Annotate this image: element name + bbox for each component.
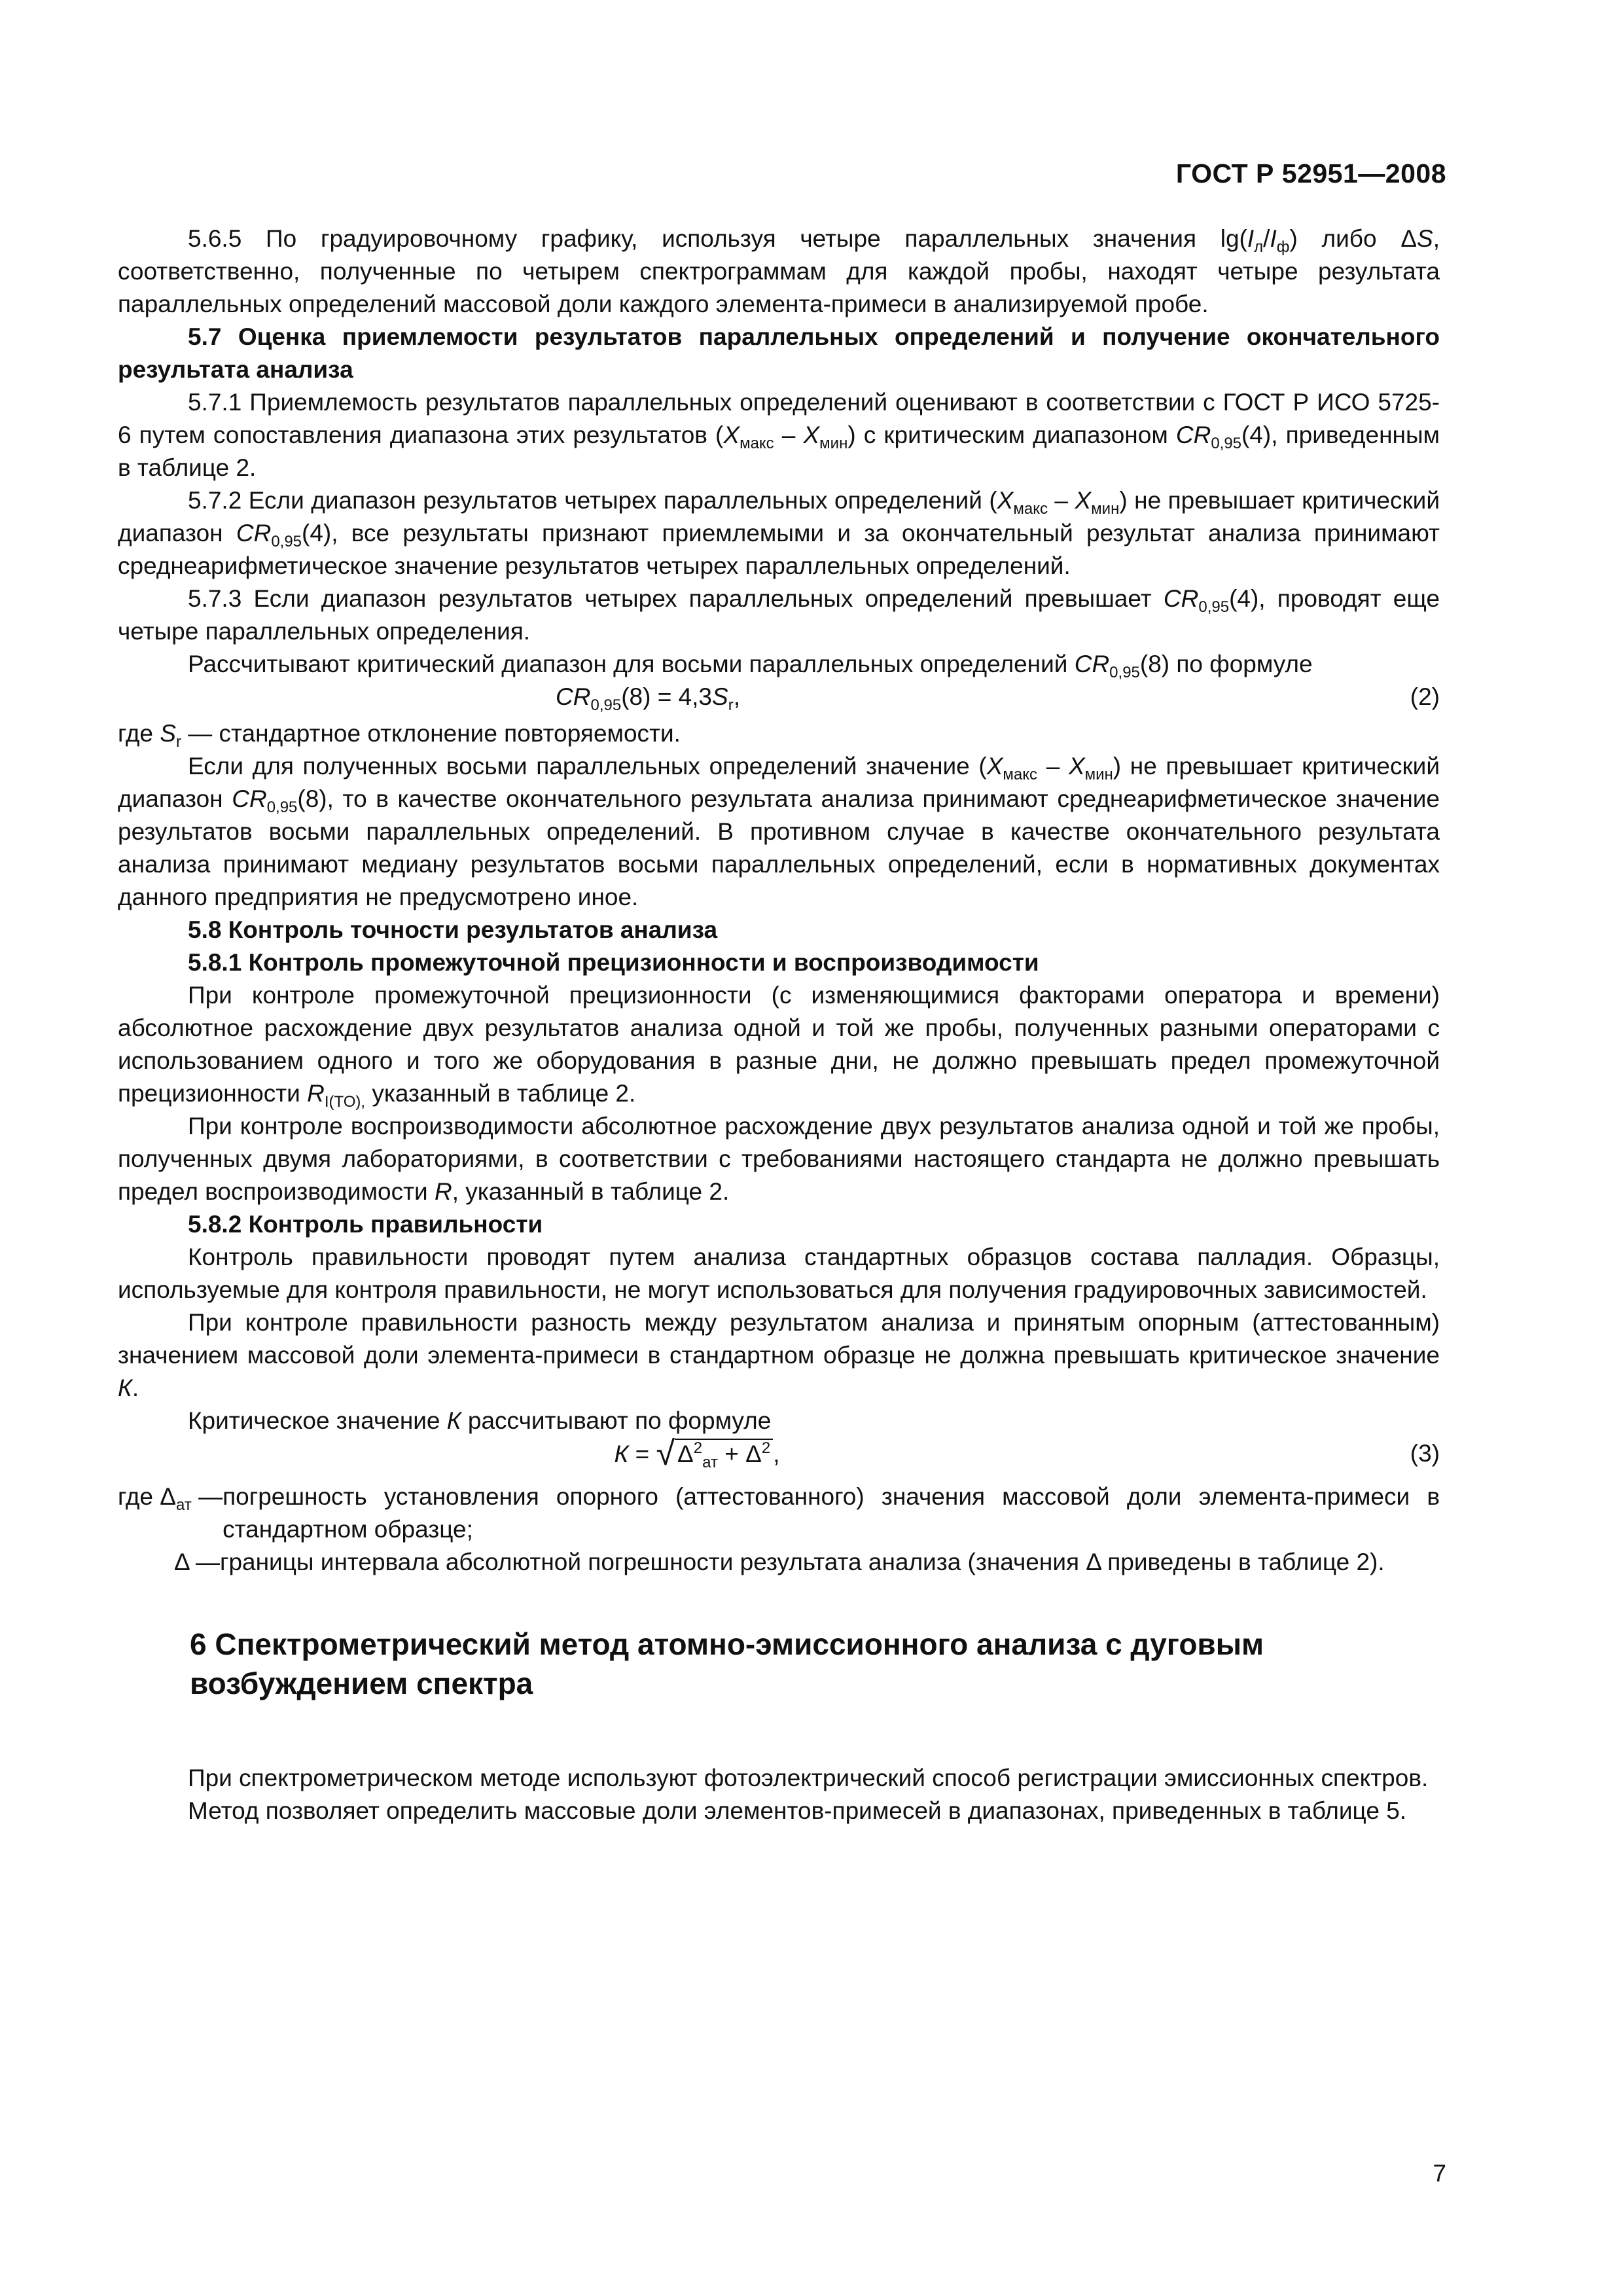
text-run: ) с критическим диапазоном — [847, 422, 1176, 448]
symbol-r: R — [435, 1178, 452, 1205]
symbol-cr: CR — [1175, 422, 1211, 448]
text-run: Критическое значение — [188, 1407, 447, 1434]
where-label — [118, 1480, 223, 1513]
subscript: ат — [702, 1454, 718, 1471]
subscript: мин — [1091, 500, 1120, 518]
section-5-8-heading: 5.8 Контроль точности результатов анализа — [188, 916, 718, 943]
superscript: 2 — [761, 1439, 771, 1457]
symbol-delta: Δ — [745, 1441, 762, 1467]
subscript: макс — [1003, 766, 1038, 783]
formula-3-number: (3) — [1410, 1440, 1440, 1467]
text-run: – — [774, 422, 804, 448]
text-run: – — [1047, 487, 1075, 514]
symbol-k: К — [614, 1441, 629, 1467]
symbol-s: S — [712, 683, 728, 710]
where-label: Δ — — [174, 1549, 220, 1575]
text-run: — стандартное отклонение повторяемости. — [181, 720, 681, 747]
superscript: 2 — [693, 1439, 703, 1457]
square-root-icon: √ — [656, 1435, 675, 1473]
section-5-8-1-heading: 5.8.1 Контроль промежуточной прецизионности и воспроизводимости — [188, 949, 1039, 976]
text-run: . — [132, 1374, 139, 1401]
text-run: рассчитывают по формуле — [461, 1407, 772, 1434]
paragraph-5-8-2-a: Контроль правильности проводят путем анализа стандартных образцов состава палладия. Образцы, используемые для контроля правильности, не могут использоваться для получения градуировочных зависимостей. — [118, 1244, 1440, 1303]
where-delta-at — [118, 1480, 1440, 1546]
subscript: макс — [1013, 500, 1048, 518]
text-run: ) не превышает критический диапазон — [118, 753, 1440, 812]
subscript: л — [1254, 238, 1264, 256]
text-run: + — [717, 1441, 746, 1467]
symbol-i: I — [1247, 225, 1255, 252]
text-run: При контроле правильности разность между результатом анализа и принятым опорным (аттестованным) значением массовой доли элемента-примеси в стандартном образце не должна превышать критическое значение — [118, 1309, 1440, 1369]
text-run: (8) по формуле — [1139, 651, 1313, 677]
symbol-k: К — [118, 1374, 132, 1401]
text-run: При контроле промежуточной прецизионности (с изменяющимися факторами оператора и времени) абсолютное расхождение двух результатов анализа одной и той же пробы, полученных разными операторами с использованием одного и того же оборудования в разные дни, не должно превышать предел промежуточной прецизионности — [118, 982, 1440, 1107]
paragraph-eight — [118, 750, 1440, 914]
symbol-s: S — [1417, 225, 1433, 252]
subscript: 0,95 — [271, 533, 302, 550]
symbol-r: R — [307, 1080, 325, 1107]
text-run: (4), приведенным в таблице 2. — [118, 422, 1440, 481]
paragraph-5-7-3 — [118, 583, 1440, 648]
text-run: 5.6.5 По градуировочному графику, используя четыре параллельных значения lg( — [188, 225, 1247, 252]
formula-3-expression — [118, 1437, 1276, 1471]
paragraph-5-8-1-b — [118, 1110, 1440, 1208]
symbol-cr: CR — [232, 785, 267, 812]
subscript: 0,95 — [1198, 598, 1230, 616]
section-5-7-heading: 5.7 Оценка приемлемости результатов параллельных определений и получение окончательного результата анализа — [118, 323, 1440, 383]
paragraph-5-8-1-a — [118, 979, 1440, 1110]
subscript: ат — [176, 1496, 192, 1514]
text-run: 5.7.2 Если диапазон результатов четырех параллельных определений ( — [188, 487, 997, 514]
section-6-heading: 6 Спектрометрический метод атомно-эмиссионного анализа с дуговым возбуждением спектра — [190, 1627, 1264, 1700]
text-run: указанный в таблице 2. — [365, 1080, 636, 1107]
formula-3 — [118, 1437, 1440, 1480]
subscript: 0,95 — [1109, 664, 1140, 681]
formula-2-number: (2) — [1410, 683, 1440, 710]
text-run: При контроле воспроизводимости абсолютное расхождение двух результатов анализа одной и той же пробы, полученных двумя лабораториями, в соответствии с требованиями настоящего стандарта не должно превышать предел воспроизводимости — [118, 1113, 1440, 1205]
text-run: — — [191, 1483, 223, 1510]
paragraph-6-b: Метод позволяет определить массовые доли элементов-примесей в диапазонах, приведенных в таблице 5. — [188, 1797, 1407, 1824]
text-run: (8), то в качестве окончательного результата анализа принимают среднеарифметическое значение результатов восьми параллельных определений. В противном случае в качестве окончательного результата анализа принимают медиану результатов восьми параллельных определений, если в нормативных документах данного предприятия не предусмотрено иное. — [118, 785, 1440, 910]
symbol-x: X — [997, 487, 1014, 514]
text-run: , — [773, 1441, 780, 1467]
paragraph-5-7-1 — [118, 386, 1440, 484]
radicand — [675, 1439, 773, 1469]
symbol-delta: Δ — [677, 1441, 694, 1467]
text-run: (4), все результаты признают приемлемыми и за окончательный результат анализа принимают среднеарифметическое значение результатов четырех параллельных определений. — [118, 520, 1440, 579]
subscript: 0,95 — [266, 798, 298, 816]
where-text: погрешность установления опорного (аттестованного) значения массовой доли элемента-примеси в стандартном образце; — [223, 1483, 1440, 1543]
subscript: ф — [1276, 238, 1290, 256]
symbol-s: S — [160, 720, 176, 747]
document-code-header: ГОСТ Р 52951—2008 — [1175, 158, 1446, 188]
section-5-8-2-heading: 5.8.2 Контроль правильности — [188, 1211, 543, 1238]
symbol-x: X — [1068, 753, 1085, 780]
text-run: 5.7.1 Приемлемость результатов параллельных определений оценивают в соответствии с ГОСТ Р ИСО 5725-6 путем сопоставления диапазона этих результатов ( — [118, 389, 1440, 448]
paragraph-5-8-2-c — [118, 1405, 1440, 1437]
paragraph-5-6-5 — [118, 223, 1440, 321]
subscript: 0,95 — [590, 696, 622, 714]
text-run: 5.7.3 Если диапазон результатов четырех параллельных определений превышает — [188, 585, 1164, 612]
where-sr — [118, 717, 1440, 750]
text-run: , соответственно, полученные по четырем спектрограммам для каждой пробы, находят четыре результата параллельных определений массовой доли каждого элемента-примеси в анализируемой пробе. — [118, 225, 1440, 317]
formula-2 — [118, 681, 1440, 717]
subscript: r — [728, 696, 734, 714]
paragraph-5-7-2 — [118, 484, 1440, 583]
symbol-x: X — [723, 422, 740, 448]
text-run: где — [118, 720, 160, 747]
text-run: (8) = 4,3 — [621, 683, 713, 710]
symbol-cr: CR — [1074, 651, 1110, 677]
symbol-i: I — [1270, 225, 1277, 252]
formula-2-expression — [118, 681, 1178, 713]
page-content — [118, 223, 1440, 1827]
subscript: мин — [819, 435, 848, 452]
text-run: Если для полученных восьми параллельных определений значение ( — [188, 753, 987, 780]
subscript: 0,95 — [1211, 435, 1242, 452]
text-run: Рассчитывают критический диапазон для восьми параллельных определений — [188, 651, 1075, 677]
symbol-cr: CR — [236, 520, 272, 547]
subscript: r — [175, 733, 181, 751]
text-run: , указанный в таблице 2. — [452, 1178, 730, 1205]
symbol-cr: CR — [556, 683, 591, 710]
text-run: ) не превышает критический диапазон — [118, 487, 1440, 547]
symbol-x: X — [1075, 487, 1092, 514]
text-run: / — [1263, 225, 1270, 252]
symbol-k: К — [446, 1407, 461, 1434]
symbol-x: X — [986, 753, 1003, 780]
subscript: макс — [740, 435, 774, 452]
where-delta — [118, 1546, 1440, 1579]
text-run: где Δ — [118, 1483, 176, 1510]
text-run: = — [628, 1441, 656, 1467]
page-number: 7 — [1433, 2160, 1446, 2187]
paragraph-6-a: При спектрометрическом методе используют фотоэлектрический способ регистрации эмиссионных спектров. — [188, 1765, 1429, 1791]
text-run: – — [1037, 753, 1069, 780]
symbol-x: X — [803, 422, 820, 448]
subscript: I(TO), — [324, 1093, 366, 1111]
paragraph-5-8-2-b — [118, 1306, 1440, 1405]
subscript: мин — [1084, 766, 1113, 783]
text-run: , — [733, 683, 740, 710]
text-run: (4), проводят еще четыре параллельных определения. — [118, 585, 1440, 645]
where-text: границы интервала абсолютной погрешности результата анализа (значения Δ приведены в таблице 2). — [219, 1549, 1385, 1575]
symbol-cr: CR — [1163, 585, 1199, 612]
paragraph-calc — [118, 648, 1440, 681]
text-run: ) либо Δ — [1289, 225, 1418, 252]
